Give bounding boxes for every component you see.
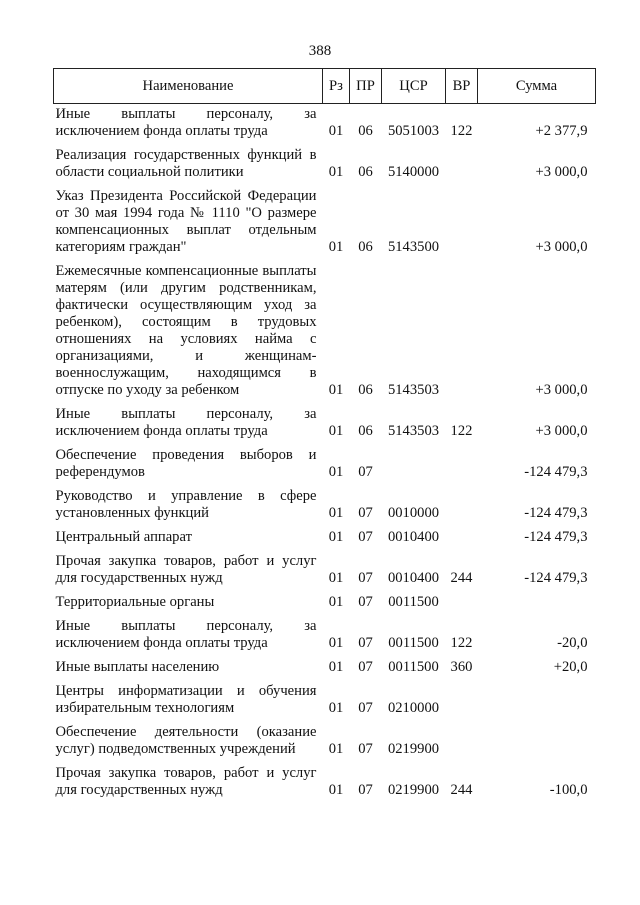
row-vr: 360: [450, 659, 473, 675]
table-row: [54, 483, 596, 524]
row-rz: 01: [328, 464, 344, 480]
row-sum: -20,0: [557, 635, 588, 651]
row-vr: [446, 589, 478, 613]
table-row: [54, 613, 596, 654]
row-vr: 244: [450, 570, 473, 586]
row-pr: 07: [358, 782, 373, 798]
row-csr: 0011500: [388, 659, 439, 675]
row-sum: [478, 678, 596, 719]
row-vr: [446, 524, 478, 548]
table-row: [54, 678, 596, 719]
row-name: Указ Президента Российской Федерации от 30 мая 1994 года № 1110 "О размере компенсационных выплат отдельным категориям граждан": [55, 188, 317, 255]
row-name: Прочая закупка товаров, работ и услуг для государственных нужд: [55, 765, 317, 798]
row-csr: [382, 442, 446, 483]
row-sum: +20,0: [553, 659, 588, 675]
row-csr: 0011500: [388, 594, 439, 610]
row-name: Центры информатизации и обучения избирательным технологиям: [55, 683, 317, 716]
header-sum: Сумма: [478, 69, 596, 104]
row-sum: [478, 589, 596, 613]
row-csr: 5143500: [387, 239, 440, 255]
row-vr: [446, 719, 478, 760]
row-sum: -124 479,3: [524, 464, 588, 480]
table-row: [54, 760, 596, 801]
row-csr: 5143503: [387, 423, 440, 439]
row-vr: [446, 183, 478, 258]
row-rz: 01: [328, 594, 344, 610]
header-rz: Рз: [323, 69, 350, 104]
header-name: Наименование: [54, 69, 323, 104]
table-row: [54, 258, 596, 401]
table-row: [54, 589, 596, 613]
row-sum: +3 000,0: [535, 164, 588, 180]
row-vr: [446, 483, 478, 524]
table-row: [54, 183, 596, 258]
row-vr: 244: [450, 782, 473, 798]
row-csr: 5140000: [387, 164, 440, 180]
row-name: Иные выплаты персоналу, за исключением фонда оплаты труда: [55, 406, 317, 439]
row-name: Территориальные органы: [55, 594, 215, 610]
page-number: 388: [308, 43, 332, 59]
row-csr: 0210000: [387, 700, 440, 716]
budget-table: [53, 68, 596, 801]
row-pr: 06: [358, 423, 373, 439]
row-csr: 0219900: [387, 741, 440, 757]
row-csr: 5051003: [387, 123, 440, 139]
row-csr: 0010400: [387, 529, 440, 545]
row-name: Иные выплаты населению: [55, 659, 220, 675]
row-pr: 06: [358, 239, 373, 255]
row-sum: -124 479,3: [524, 505, 588, 521]
row-vr: 122: [450, 423, 473, 439]
header-vr: ВР: [446, 69, 478, 104]
row-vr: [446, 442, 478, 483]
row-name: Обеспечение деятельности (оказание услуг) подведомственных учреждений: [55, 724, 317, 757]
row-rz: 01: [328, 570, 344, 586]
table-row: [54, 719, 596, 760]
row-rz: 01: [328, 505, 344, 521]
row-pr: 07: [358, 505, 373, 521]
row-name: Иные выплаты персоналу, за исключением фонда оплаты труда: [55, 618, 317, 651]
row-csr: 0011500: [388, 635, 439, 651]
table-row: [54, 654, 596, 678]
row-rz: 01: [328, 123, 344, 139]
row-pr: 06: [358, 164, 373, 180]
row-pr: 06: [358, 382, 373, 398]
row-pr: 07: [358, 741, 373, 757]
row-vr: [446, 678, 478, 719]
row-sum: +3 000,0: [535, 382, 588, 398]
header-pr: ПР: [350, 69, 382, 104]
row-sum: +3 000,0: [535, 239, 588, 255]
row-pr: 06: [358, 123, 373, 139]
row-sum: +2 377,9: [535, 123, 588, 139]
row-name: Обеспечение проведения выборов и референдумов: [55, 447, 317, 480]
table-row: [54, 442, 596, 483]
row-sum: -124 479,3: [524, 529, 588, 545]
table-row: [54, 142, 596, 183]
row-sum: +3 000,0: [535, 423, 588, 439]
table-header-row: [54, 69, 596, 104]
row-pr: 07: [358, 659, 373, 675]
row-name: Центральный аппарат: [55, 529, 192, 545]
table-row: [54, 524, 596, 548]
row-sum: -100,0: [549, 782, 588, 798]
row-rz: 01: [328, 782, 344, 798]
row-rz: 01: [328, 164, 344, 180]
row-vr: [446, 142, 478, 183]
row-name: Ежемесячные компенсационные выплаты матерям (или другим родственникам, фактически осуществляющим уход за ребенком), состоящим в трудовых отношениях на условиях найма с организациями, и женщинам-военнослужащим, находящимся в отпуске по уходу за ребенком: [55, 263, 317, 398]
row-csr: 0010000: [387, 505, 440, 521]
row-pr: 07: [358, 594, 373, 610]
row-vr: [446, 258, 478, 401]
row-name: Реализация государственных функций в области социальной политики: [55, 147, 317, 180]
row-rz: 01: [328, 635, 344, 651]
row-pr: 07: [358, 464, 373, 480]
row-csr: 0010400: [387, 570, 440, 586]
table-row: [54, 104, 596, 143]
row-sum: -124 479,3: [524, 570, 588, 586]
table-row: [54, 548, 596, 589]
row-rz: 01: [328, 741, 344, 757]
row-sum: [478, 719, 596, 760]
row-vr: 122: [450, 123, 473, 139]
row-csr: 0219900: [387, 782, 440, 798]
row-rz: 01: [328, 529, 344, 545]
row-pr: 07: [358, 635, 373, 651]
header-csr: ЦСР: [382, 69, 446, 104]
row-rz: 01: [328, 700, 344, 716]
row-rz: 01: [328, 382, 344, 398]
table-row: [54, 401, 596, 442]
row-rz: 01: [328, 659, 344, 675]
row-name: Руководство и управление в сфере установленных функций: [55, 488, 317, 521]
row-pr: 07: [358, 570, 373, 586]
row-vr: 122: [450, 635, 473, 651]
row-pr: 07: [358, 700, 373, 716]
row-rz: 01: [328, 239, 344, 255]
row-name: Прочая закупка товаров, работ и услуг для государственных нужд: [55, 553, 317, 586]
row-csr: 5143503: [387, 382, 440, 398]
row-pr: 07: [358, 529, 373, 545]
row-rz: 01: [328, 423, 344, 439]
row-name: Иные выплаты персоналу, за исключением фонда оплаты труда: [55, 106, 317, 139]
